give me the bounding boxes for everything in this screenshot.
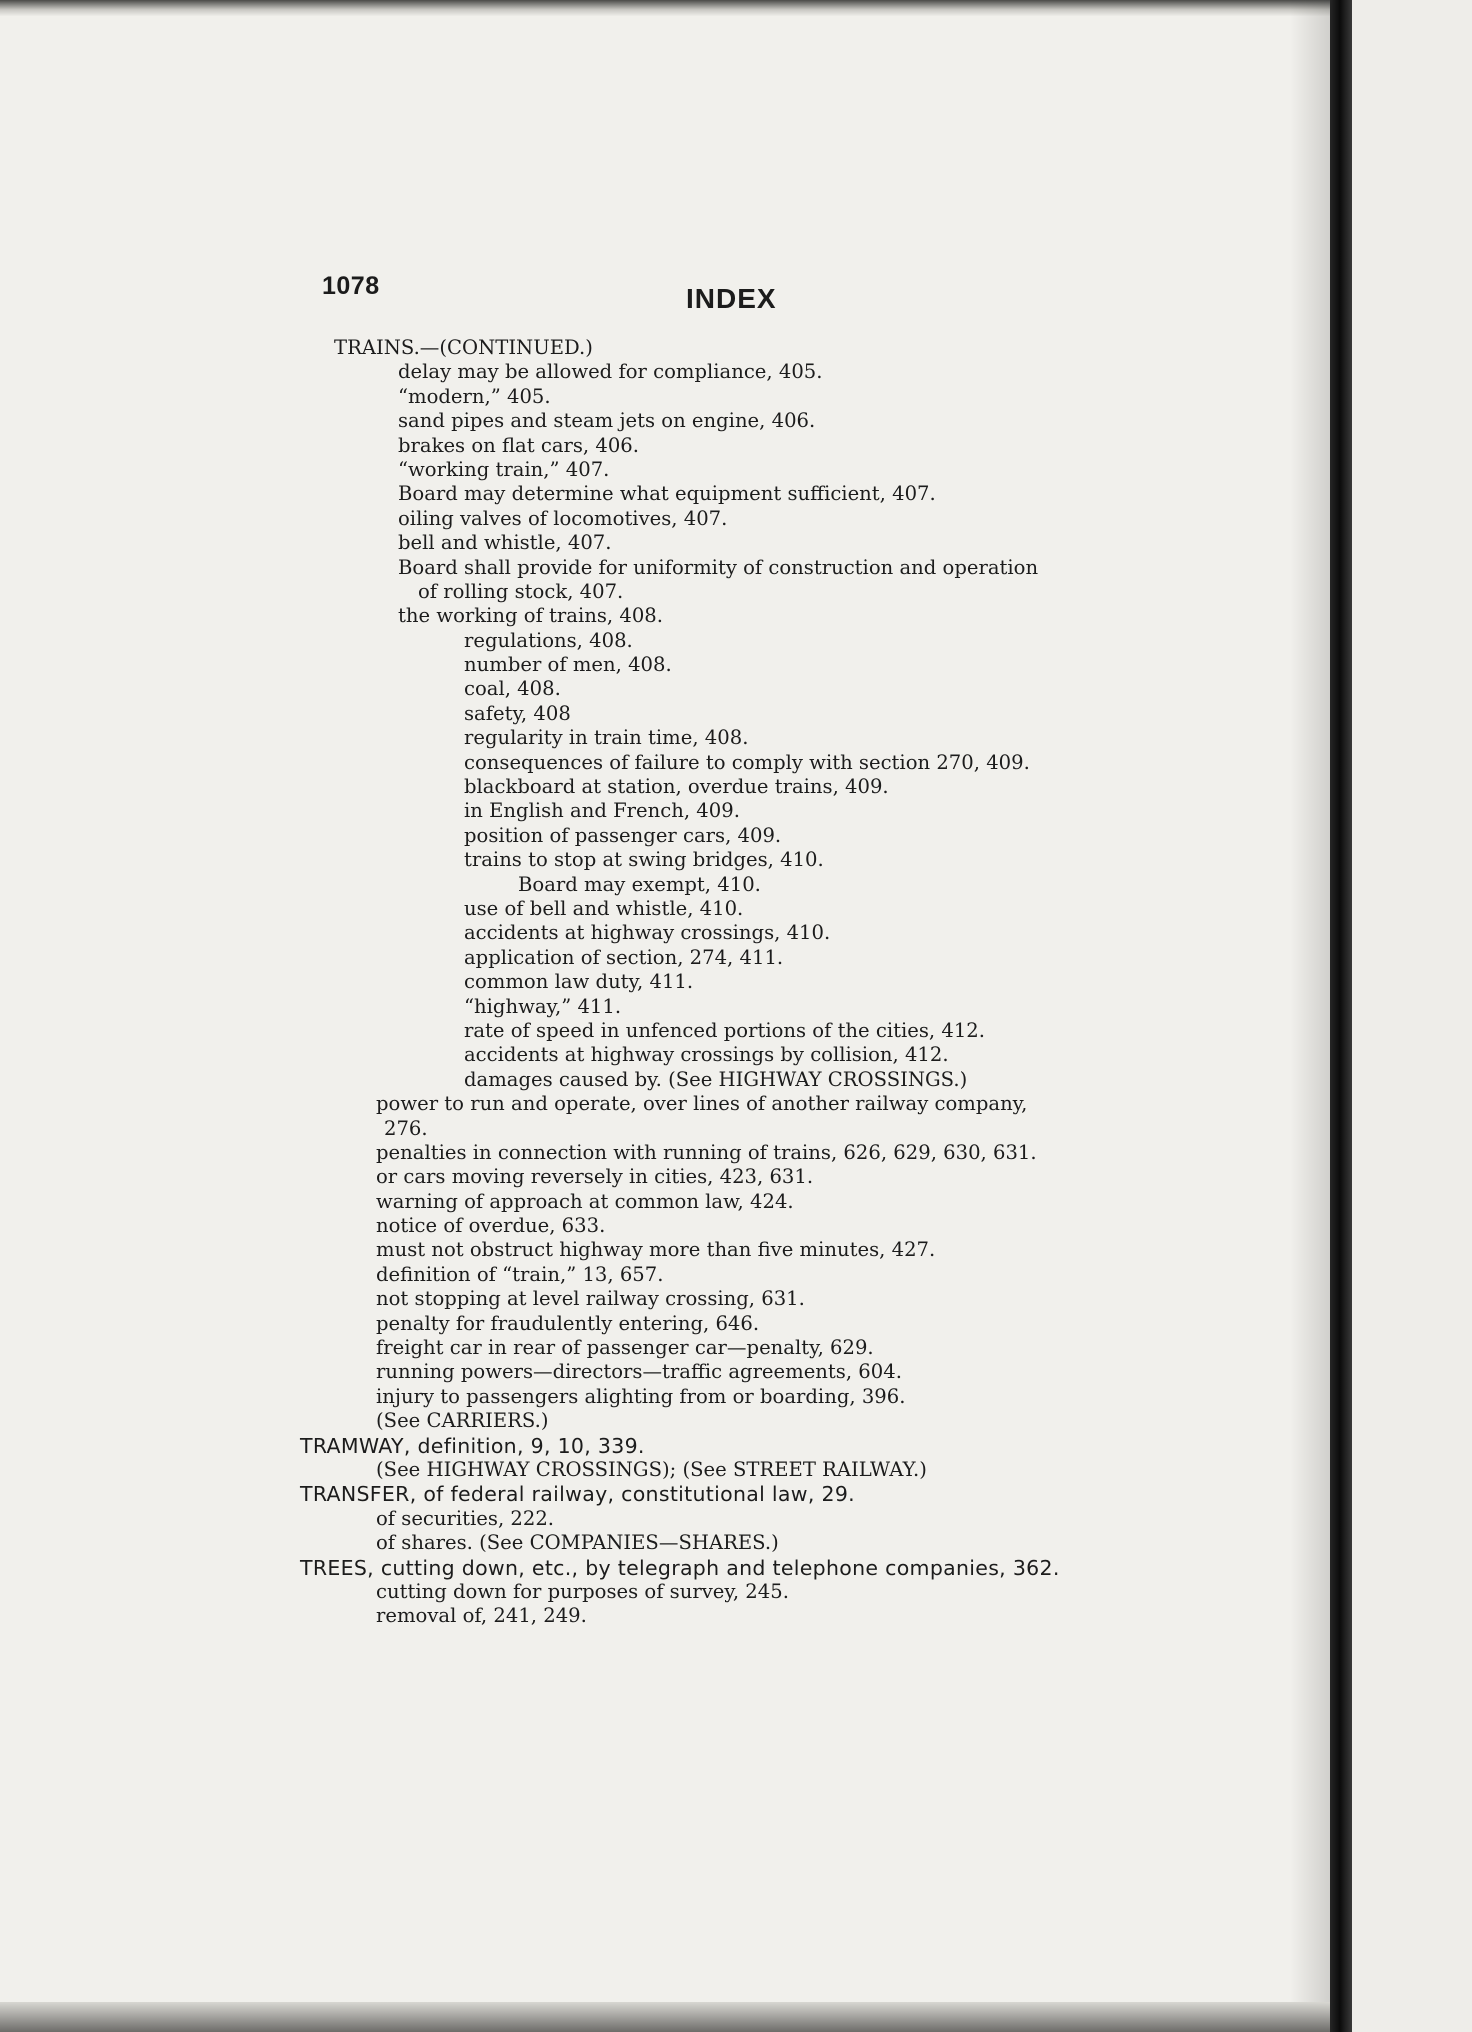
index-subentry: (See HIGHWAY CROSSINGS); (See STREET RAILWAY.) <box>376 1457 927 1481</box>
index-subentry: Board shall provide for uniformity of construction and operation <box>398 555 1039 579</box>
index-entries <box>300 336 1150 1629</box>
index-subsubentry: accidents at highway crossings, 410. <box>464 921 831 945</box>
index-subentry: (See CARRIERS.) <box>376 1409 549 1433</box>
index-heading-trains-continued: TRAINS.—(CONTINUED.) <box>334 336 593 359</box>
page-top-edge <box>0 0 1472 16</box>
index-subentry-continuation: 276. <box>384 1116 428 1140</box>
index-subentry: Board may determine what equipment sufficient, 407. <box>398 482 936 506</box>
index-subsubentry: trains to stop at swing bridges, 410. <box>464 848 824 872</box>
index-subentry: power to run and operate, over lines of another railway company, <box>376 1092 1028 1116</box>
index-heading-tramway: TRAMWAY, definition, 9, 10, 339. <box>300 1433 645 1458</box>
index-subsubentry: position of passenger cars, 409. <box>464 823 782 847</box>
facing-page-edge <box>1352 0 1472 2032</box>
index-subentry: the working of trains, 408. <box>398 604 664 628</box>
index-subentry: freight car in rear of passenger car—penalty, 629. <box>376 1336 874 1360</box>
index-subsubentry: consequences of failure to comply with section 270, 409. <box>464 750 1030 774</box>
index-subentry: penalty for fraudulently entering, 646. <box>376 1311 760 1335</box>
index-subentry: removal of, 241, 249. <box>376 1604 587 1628</box>
index-subentry: must not obstruct highway more than five minutes, 427. <box>376 1238 936 1262</box>
index-subsubentry: regularity in train time, 408. <box>464 726 749 750</box>
index-subentry: or cars moving reversely in cities, 423, 631. <box>376 1165 814 1189</box>
index-subentry: sand pipes and steam jets on engine, 406. <box>398 409 816 433</box>
running-head: INDEX <box>686 283 777 314</box>
index-subentry: definition of “train,” 13, 657. <box>376 1262 664 1286</box>
page-bottom-edge <box>0 2002 1472 2032</box>
index-subentry: notice of overdue, 633. <box>376 1214 606 1238</box>
index-subentry: penalties in connection with running of trains, 626, 629, 630, 631. <box>376 1140 1037 1164</box>
index-subsubentry: safety, 408 <box>464 701 571 725</box>
index-subentry: oiling valves of locomotives, 407. <box>398 506 728 530</box>
index-subsubentry: use of bell and whistle, 410. <box>464 896 744 920</box>
index-subentry: of shares. (See COMPANIES—SHARES.) <box>376 1531 779 1555</box>
index-heading-trees: TREES, cutting down, etc., by telegraph and telephone companies, 362. <box>300 1555 1060 1580</box>
index-subsubentry: rate of speed in unfenced portions of the cities, 412. <box>464 1018 985 1042</box>
index-subsubentry: regulations, 408. <box>464 628 633 652</box>
index-subentry: brakes on flat cars, 406. <box>398 433 639 457</box>
index-subentry: warning of approach at common law, 424. <box>376 1189 794 1213</box>
index-heading-transfer: TRANSFER, of federal railway, constitutional law, 29. <box>300 1482 855 1507</box>
index-subsubsubentry: Board may exempt, 410. <box>518 872 761 896</box>
index-subentry: cutting down for purposes of survey, 245. <box>376 1579 789 1603</box>
index-subsubentry: number of men, 408. <box>464 653 672 677</box>
index-subsubentry: “highway,” 411. <box>464 994 622 1018</box>
book-binding <box>1330 0 1352 2032</box>
index-subsubentry: application of section, 274, 411. <box>464 945 784 969</box>
index-subentry: “working train,” 407. <box>398 457 610 481</box>
index-subentry: of securities, 222. <box>376 1506 555 1530</box>
index-subentry: injury to passengers alighting from or boarding, 396. <box>376 1384 906 1408</box>
index-subentry: delay may be allowed for compliance, 405. <box>398 360 823 384</box>
index-subsubentry: common law duty, 411. <box>464 970 694 994</box>
index-subentry: not stopping at level railway crossing, 631. <box>376 1287 805 1311</box>
index-subsubentry: in English and French, 409. <box>464 799 740 823</box>
index-subsubentry: blackboard at station, overdue trains, 409. <box>464 775 889 799</box>
index-subsubentry: accidents at highway crossings by collision, 412. <box>464 1043 949 1067</box>
index-subsubentry: damages caused by. (See HIGHWAY CROSSINGS.) <box>464 1067 968 1091</box>
index-subentry: “modern,” 405. <box>398 384 551 408</box>
binding-shadow <box>1290 0 1330 2032</box>
index-subentry: running powers—directors—traffic agreements, 604. <box>376 1360 902 1384</box>
index-subentry-continuation: of rolling stock, 407. <box>418 579 624 603</box>
page-number: 1078 <box>322 272 380 300</box>
index-subsubentry: coal, 408. <box>464 677 561 701</box>
index-subentry: bell and whistle, 407. <box>398 531 612 555</box>
